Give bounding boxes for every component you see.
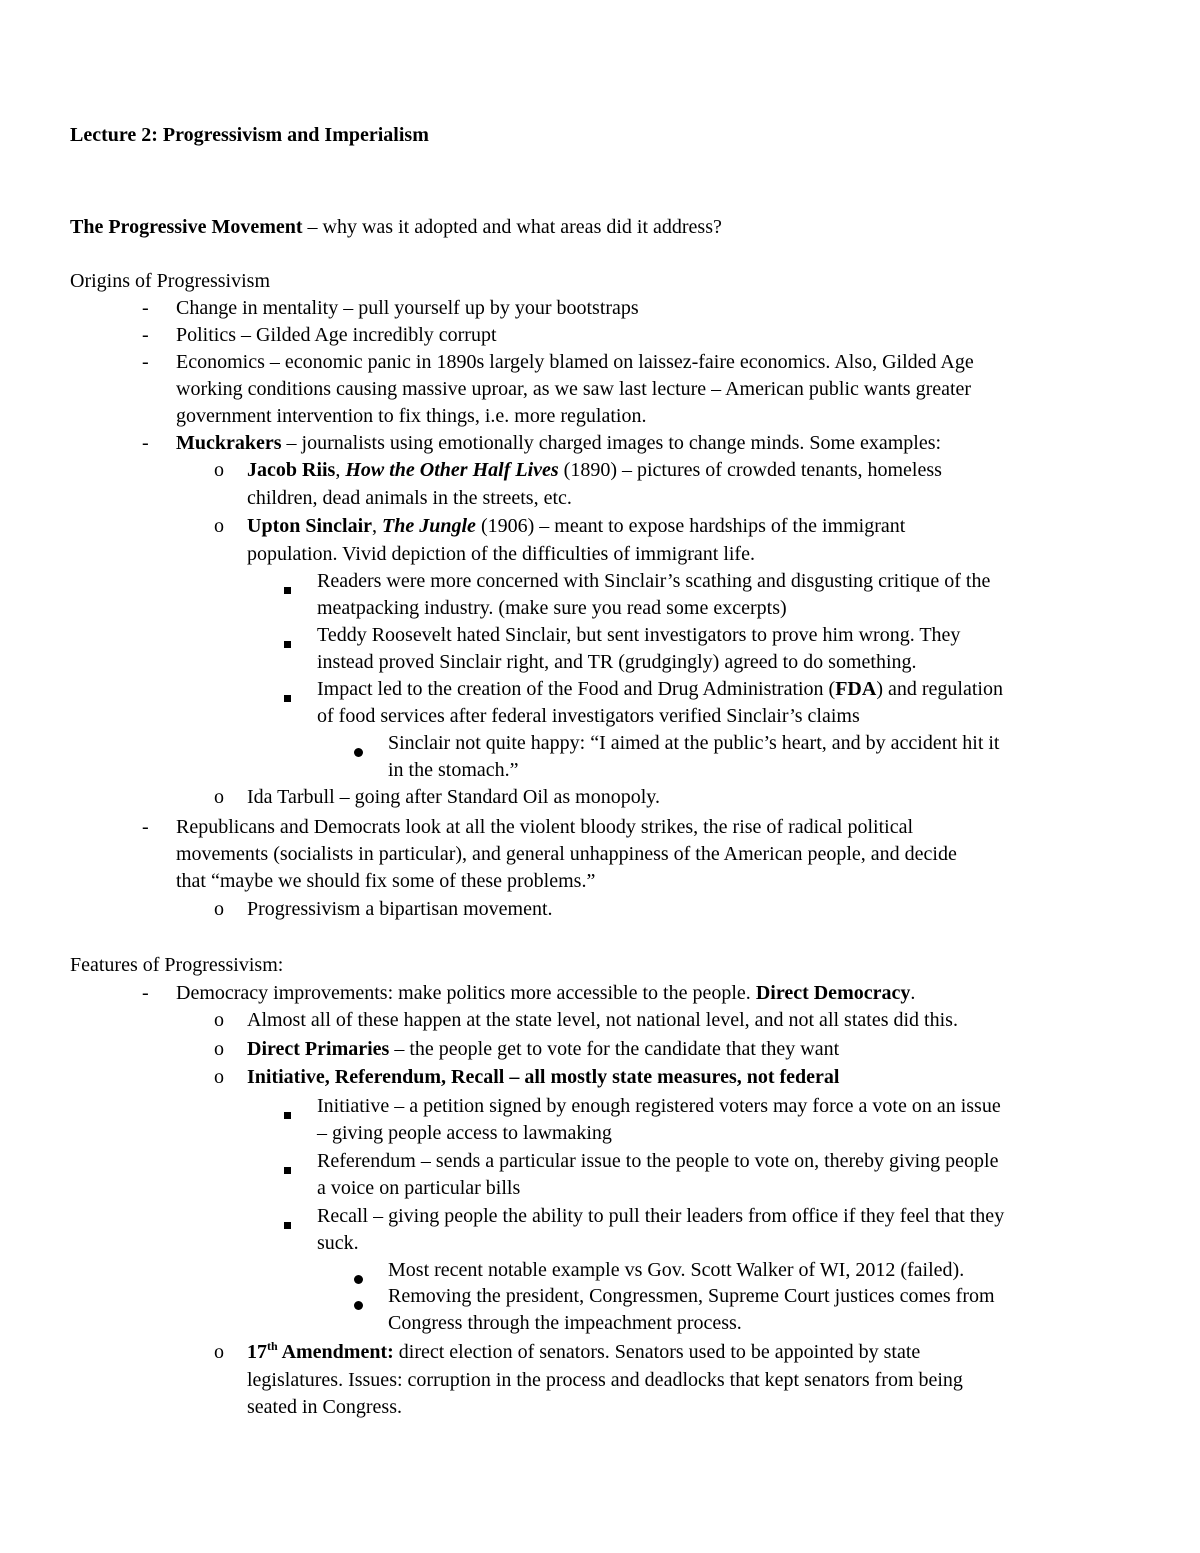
origins-heading: Origins of Progressivism (70, 270, 270, 292)
list-item-cont: of food services after federal investigators verified Sinclair’s claims (317, 705, 860, 727)
list-item-cont: working conditions causing massive uproar, as we saw last lecture – American public wants greater (176, 378, 972, 400)
dash-marker: - (142, 324, 149, 346)
circle-marker: o (214, 786, 224, 808)
circle-marker: o (214, 898, 224, 920)
list-item: Recall – giving people the ability to pull their leaders from office if they feel that they (317, 1205, 1005, 1227)
list-item-primaries: Direct Primaries – the people get to vote for the candidate that they want (247, 1038, 840, 1060)
dash-marker: - (142, 297, 149, 319)
list-item-cont: instead proved Sinclair right, and TR (grudgingly) agreed to do something. (317, 651, 917, 673)
list-item: Politics – Gilded Age incredibly corrupt (176, 324, 497, 346)
list-item-quote: Sinclair not quite happy: “I aimed at the public’s heart, and by accident hit it (388, 732, 1000, 754)
circle-marker: o (214, 1066, 224, 1088)
list-item: Initiative – a petition signed by enough registered voters may force a vote on an issue (317, 1095, 1001, 1117)
list-item-irr: Initiative, Referendum, Recall – all mostly state measures, not federal (247, 1066, 840, 1088)
list-item: Readers were more concerned with Sinclair’s scathing and disgusting critique of the (317, 570, 991, 592)
list-item-cont: Congress through the impeachment process. (388, 1312, 742, 1334)
list-item-cont: seated in Congress. (247, 1396, 402, 1418)
circle-marker: o (214, 1038, 224, 1060)
square-bullet-icon (284, 683, 291, 710)
list-item-cont: legislatures. Issues: corruption in the process and deadlocks that kept senators from being (247, 1369, 963, 1391)
section-heading: The Progressive Movement – why was it adopted and what areas did it address? (70, 216, 722, 238)
features-heading: Features of Progressivism: (70, 954, 284, 976)
list-item-cont: meatpacking industry. (make sure you read some excerpts) (317, 597, 787, 619)
list-item-fda: Impact led to the creation of the Food and Drug Administration (FDA) and regulation (317, 678, 1003, 700)
circle-marker: o (214, 515, 224, 537)
dash-marker: - (142, 816, 149, 838)
square-bullet-icon (284, 1100, 291, 1127)
square-bullet-icon (284, 1155, 291, 1182)
square-bullet-icon (284, 629, 291, 656)
dash-marker: - (142, 432, 149, 454)
circle-marker: o (214, 459, 224, 481)
dash-marker: - (142, 982, 149, 1004)
list-item-cont: government intervention to fix things, i.e. more regulation. (176, 405, 647, 427)
list-item-cont: that “maybe we should fix some of these problems.” (176, 870, 596, 892)
list-item-cont: in the stomach.” (388, 759, 519, 781)
list-item-tarbull: Ida Tarbull – going after Standard Oil as monopoly. (247, 786, 660, 808)
round-bullet-icon (354, 738, 363, 765)
list-item-bipartisan: Progressivism a bipartisan movement. (247, 898, 553, 920)
dash-marker: - (142, 351, 149, 373)
list-item: Change in mentality – pull yourself up by your bootstraps (176, 297, 639, 319)
list-item-amendment: 17th Amendment: direct election of senators. Senators used to be appointed by state (247, 1339, 921, 1363)
list-item-cont: a voice on particular bills (317, 1177, 521, 1199)
list-item-cont: suck. (317, 1232, 359, 1254)
list-item: Most recent notable example vs Gov. Scott Walker of WI, 2012 (failed). (388, 1259, 965, 1281)
square-bullet-icon (284, 1210, 291, 1237)
list-item: Referendum – sends a particular issue to the people to vote on, thereby giving people (317, 1150, 999, 1172)
circle-marker: o (214, 1009, 224, 1031)
list-item: Economics – economic panic in 1890s largely blamed on laissez-faire economics. Also, Gilded Age (176, 351, 974, 373)
list-item-muckrakers: Muckrakers – journalists using emotionally charged images to change minds. Some examples: (176, 432, 942, 454)
circle-marker: o (214, 1341, 224, 1363)
list-item: Removing the president, Congressmen, Supreme Court justices comes from (388, 1285, 995, 1307)
list-item: Almost all of these happen at the state level, not national level, and not all states did this. (247, 1009, 958, 1031)
list-item-cont: population. Vivid depiction of the difficulties of immigrant life. (247, 543, 755, 565)
list-item-riis: Jacob Riis, How the Other Half Lives (1890) – pictures of crowded tenants, homeless (247, 459, 942, 481)
list-item-cont: children, dead animals in the streets, etc. (247, 487, 572, 509)
lecture-title: Lecture 2: Progressivism and Imperialism (70, 124, 429, 146)
list-item: Republicans and Democrats look at all the violent bloody strikes, the rise of radical political (176, 816, 914, 838)
list-item-cont: movements (socialists in particular), and general unhappiness of the American people, and decide (176, 843, 957, 865)
square-bullet-icon (284, 575, 291, 602)
round-bullet-icon (354, 1291, 363, 1318)
round-bullet-icon (354, 1265, 363, 1292)
list-item-democracy: Democracy improvements: make politics more accessible to the people. Direct Democracy. (176, 982, 916, 1004)
list-item-sinclair: Upton Sinclair, The Jungle (1906) – meant to expose hardships of the immigrant (247, 515, 906, 537)
list-item: Teddy Roosevelt hated Sinclair, but sent investigators to prove him wrong. They (317, 624, 961, 646)
list-item-cont: – giving people access to lawmaking (317, 1122, 612, 1144)
